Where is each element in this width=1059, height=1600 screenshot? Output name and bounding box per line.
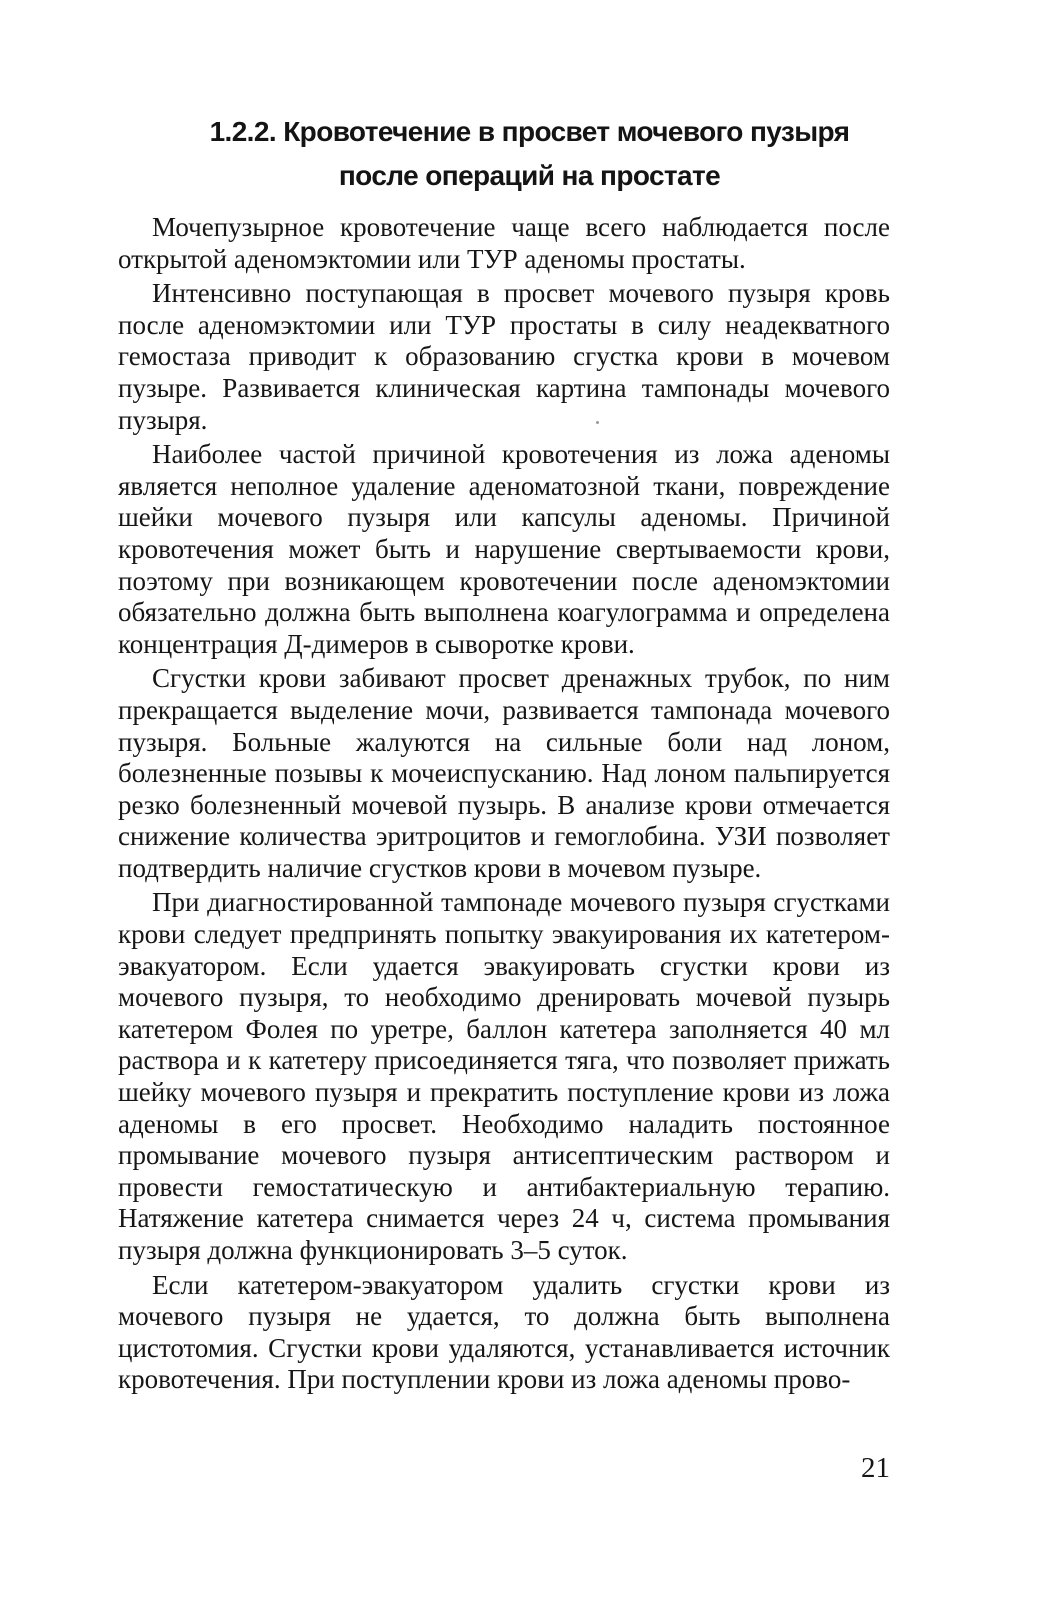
paragraph-4: Сгустки крови забивают просвет дренажных трубок, по ним прекращается выделение мочи, развивается тампонада мочевого пузыря. Больные жалуются на сильные боли над лоном, болезненные позывы к мочеиспусканию. Над лоном пальпируется резко болезненный мочевой пузырь. В анализе крови отмечается снижение количества эритроцитов и гемоглобина. УЗИ позволяет подтвердить наличие сгустков крови в мочевом пузыре. <box>118 663 890 883</box>
paragraph-2: Интенсивно поступающая в просвет мочевого пузыря кровь после аденомэктомии или ТУР простаты в силу неадекватного гемостаза приводит к образованию сгустка крови в мочевом пузыре. Развивается клиническая картина тампонады мочевого пузыря. <box>118 278 890 435</box>
paragraph-1: Мочепузырное кровотечение чаще всего наблюдается после открытой аденомэктомии или ТУР аденомы простаты. <box>118 212 890 274</box>
section-heading-line-1: 1.2.2. Кровотечение в просвет мочевого пузыря <box>209 116 850 147</box>
section-heading-line-2: после операций на простате <box>338 160 721 191</box>
paragraph-6: Если катетером-эвакуатором удалить сгустки крови из мочевого пузыря не удается, то должна быть выполнена цистотомия. Сгустки крови удаляются, устанавливается источник кровотечения. При поступлении крови из ложа аденомы прово- <box>118 1269 890 1395</box>
page-number: 21 <box>861 1452 890 1484</box>
paragraph-3: Наиболее частой причиной кровотечения из ложа аденомы является неполное удаление аденоматозной ткани, повреждение шейки мочевого пузыря или капсулы аденомы. Причиной кровотечения может быть и нарушение свертываемости крови, поэтому при возникающем кровотечении после аденомэктомии обязательно должна быть выполнена коагулограмма и определена концентрация Д-димеров в сыворотке крови. <box>118 439 890 659</box>
paragraph-5: При диагностированной тампонаде мочевого пузыря сгустками крови следует предпринять попытку эвакуирования их катетером-эвакуатором. Если удается эвакуировать сгустки крови из мочевого пузыря, то необходимо дренировать мочевой пузырь катетером Фолея по уретре, баллон катетера заполняется 40 мл раствора и к катетеру присоединяется тяга, что позволяет прижать шейку мочевого пузыря и прекратить поступление крови из ложа аденомы в его просвет. Необходимо наладить постоянное промывание мочевого пузыря антисептическим раствором и провести гемостатическую и антибактериальную терапию. Натяжение катетера снимается через 24 ч, система промывания пузыря должна функционировать 3–5 суток. <box>118 887 890 1265</box>
scan-speck <box>596 421 599 424</box>
body-text <box>118 212 890 1396</box>
